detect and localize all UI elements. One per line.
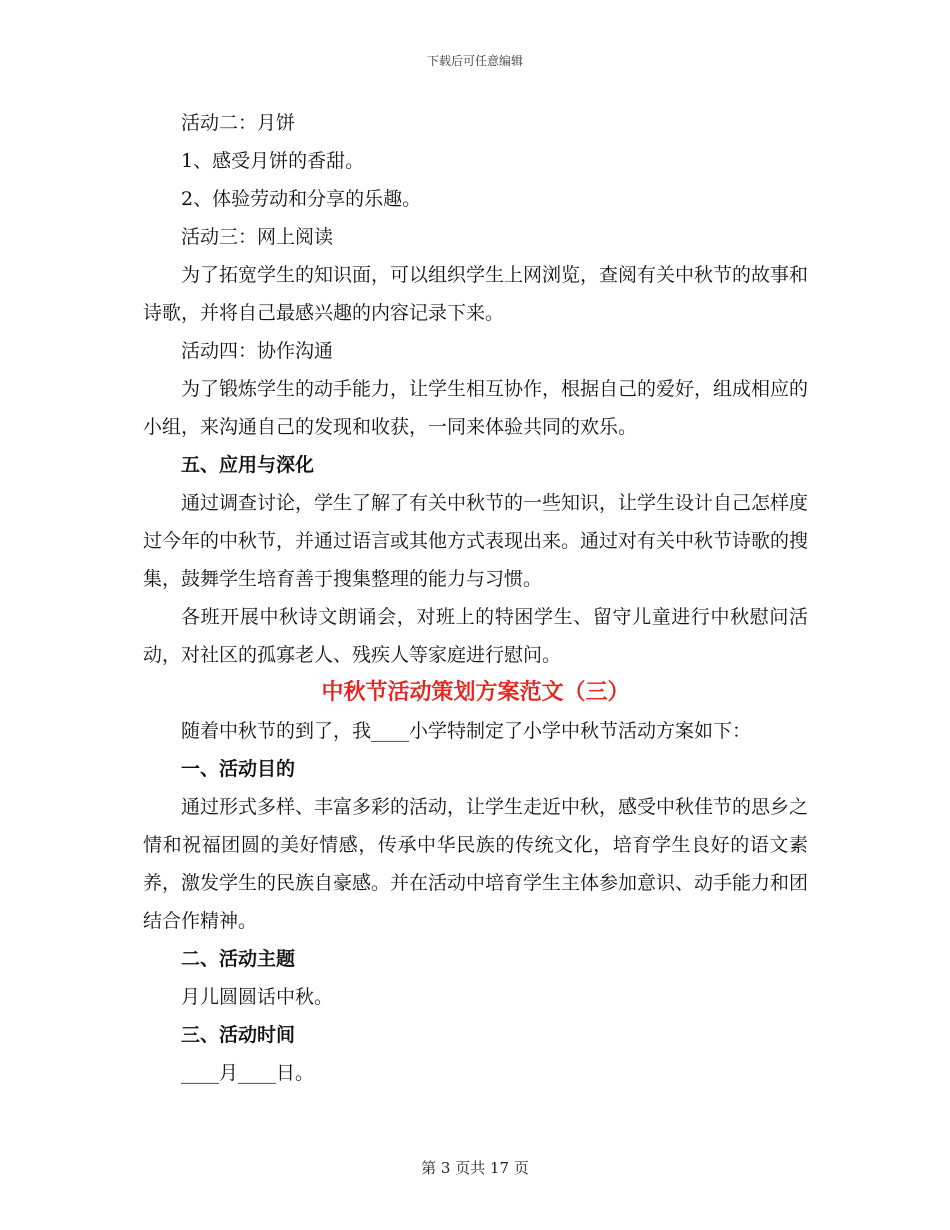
paragraph-item-2: 2、体验劳动和分享的乐趣。	[181, 188, 422, 210]
section-heading-3: 三、活动时间	[181, 1024, 296, 1046]
paragraph-application: 通过调查讨论，学生了解了有关中秋节的一些知识，让学生设计自己怎样度过今年的中秋节，并通过语言或其他方式表现出来。通过对有关中秋节诗歌的搜集，鼓舞学生培育善于搜集整理的能力与习惯。	[143, 492, 809, 590]
section-heading-5: 五、应用与深化	[181, 454, 315, 476]
paragraph-item-1: 1、感受月饼的香甜。	[181, 150, 365, 172]
page-footer: 第 3 页共 17 页	[421, 1159, 529, 1177]
paragraph-activity-2: 活动二：月饼	[181, 112, 296, 134]
paragraph-purpose: 通过形式多样、丰富多彩的活动，让学生走近中秋，感受中秋佳节的思乡之情和祝福团圆的美好情感，传承中华民族的传统文化，培育学生良好的语文素养，激发学生的民族自豪感。并在活动中培育学生主体参加意识、动手能力和团结合作精神。	[143, 796, 809, 932]
paragraph-cooperation: 为了锻炼学生的动手能力，让学生相互协作，根据自己的爱好，组成相应的小组，来沟通自己的发现和收获，一同来体验共同的欢乐。	[143, 378, 809, 438]
document-title: 中秋节活动策划方案范文（三）	[321, 680, 630, 705]
page-header: 下载后可任意编辑	[426, 54, 523, 68]
document-body	[143, 104, 808, 1092]
paragraph-activity-4: 活动四：协作沟通	[181, 340, 334, 362]
paragraph-theme: 月儿圆圆话中秋。	[181, 986, 334, 1008]
paragraph-online-reading: 为了拓宽学生的知识面，可以组织学生上网浏览，查阅有关中秋节的故事和诗歌，并将自己最感兴趣的内容记录下来。	[143, 264, 809, 324]
paragraph-recitation: 各班开展中秋诗文朗诵会，对班上的特困学生、留守儿童进行中秋慰问活动，对社区的孤寡老人、残疾人等家庭进行慰问。	[143, 606, 808, 666]
section-heading-2: 二、活动主题	[181, 948, 296, 970]
section-heading-1: 一、活动目的	[181, 758, 296, 780]
paragraph-time: ____月____日。	[181, 1062, 315, 1084]
paragraph-intro: 随着中秋节的到了，我____小学特制定了小学中秋节活动方案如下：	[181, 720, 752, 742]
paragraph-activity-3: 活动三：网上阅读	[181, 226, 334, 248]
